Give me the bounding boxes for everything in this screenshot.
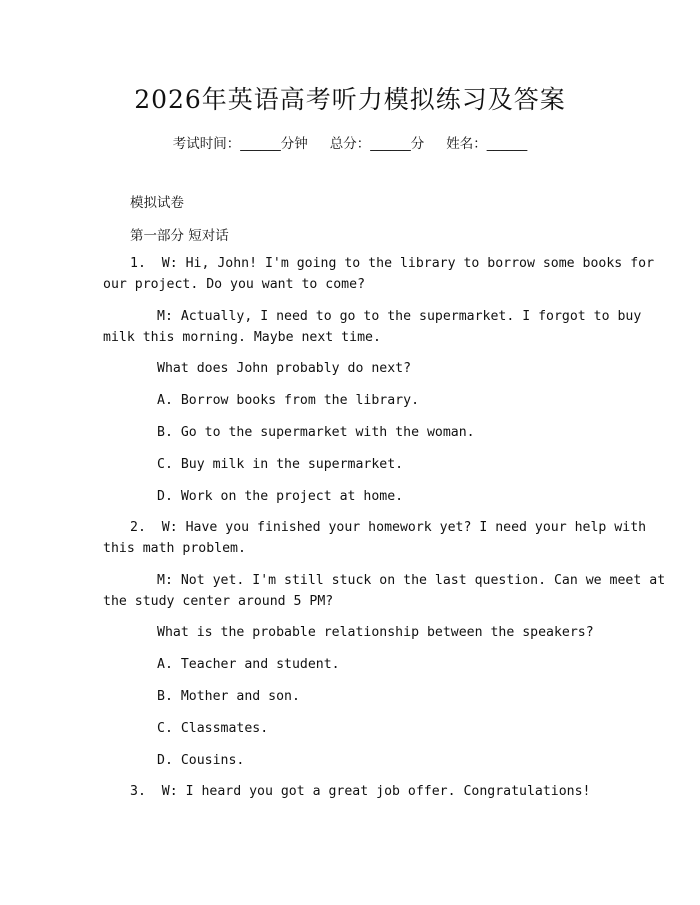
q2-woman-line-1: 2. W: Have you finished your homework yet? I need your help with	[130, 520, 647, 535]
q2-man-line-1: M: Not yet. I'm still stuck on the last question. Can we meet at	[157, 573, 666, 588]
name-field: 姓名：______	[446, 136, 528, 152]
part-heading: 第一部分 短对话	[130, 228, 229, 244]
q1-man-line-1: M: Actually, I need to go to the supermarket. I forgot to buy	[157, 309, 642, 324]
total-score-field: 总分：______分	[329, 136, 425, 152]
q1-option-c: C. Buy milk in the supermarket.	[157, 457, 404, 472]
q2-man-line-2: the study center around 5 PM?	[103, 594, 334, 609]
page-title: 2026年英语高考听力模拟练习及答案	[134, 85, 566, 114]
q2-prompt: What is the probable relationship between the speakers?	[157, 625, 594, 640]
exam-info-row	[0, 132, 700, 152]
q3-woman-line-1: 3. W: I heard you got a great job offer. Congratulations!	[130, 784, 591, 799]
q1-woman-line-2: our project. Do you want to come?	[103, 277, 366, 292]
q1-prompt: What does John probably do next?	[157, 361, 412, 376]
q2-option-d: D. Cousins.	[157, 753, 245, 768]
q2-woman-line-2: this math problem.	[103, 541, 246, 556]
q2-option-c: C. Classmates.	[157, 721, 269, 736]
q1-man-line-2: milk this morning. Maybe next time.	[103, 330, 381, 345]
q2-option-a: A. Teacher and student.	[157, 657, 340, 672]
q1-option-a: A. Borrow books from the library.	[157, 393, 420, 408]
exam-time-field: 考试时间：______分钟	[172, 136, 308, 152]
q1-option-d: D. Work on the project at home.	[157, 489, 404, 504]
q2-option-b: B. Mother and son.	[157, 689, 300, 704]
q1-woman-line-1: 1. W: Hi, John! I'm going to the library to borrow some books for	[130, 256, 655, 271]
section-heading: 模拟试卷	[130, 195, 184, 211]
q1-option-b: B. Go to the supermarket with the woman.	[157, 425, 475, 440]
